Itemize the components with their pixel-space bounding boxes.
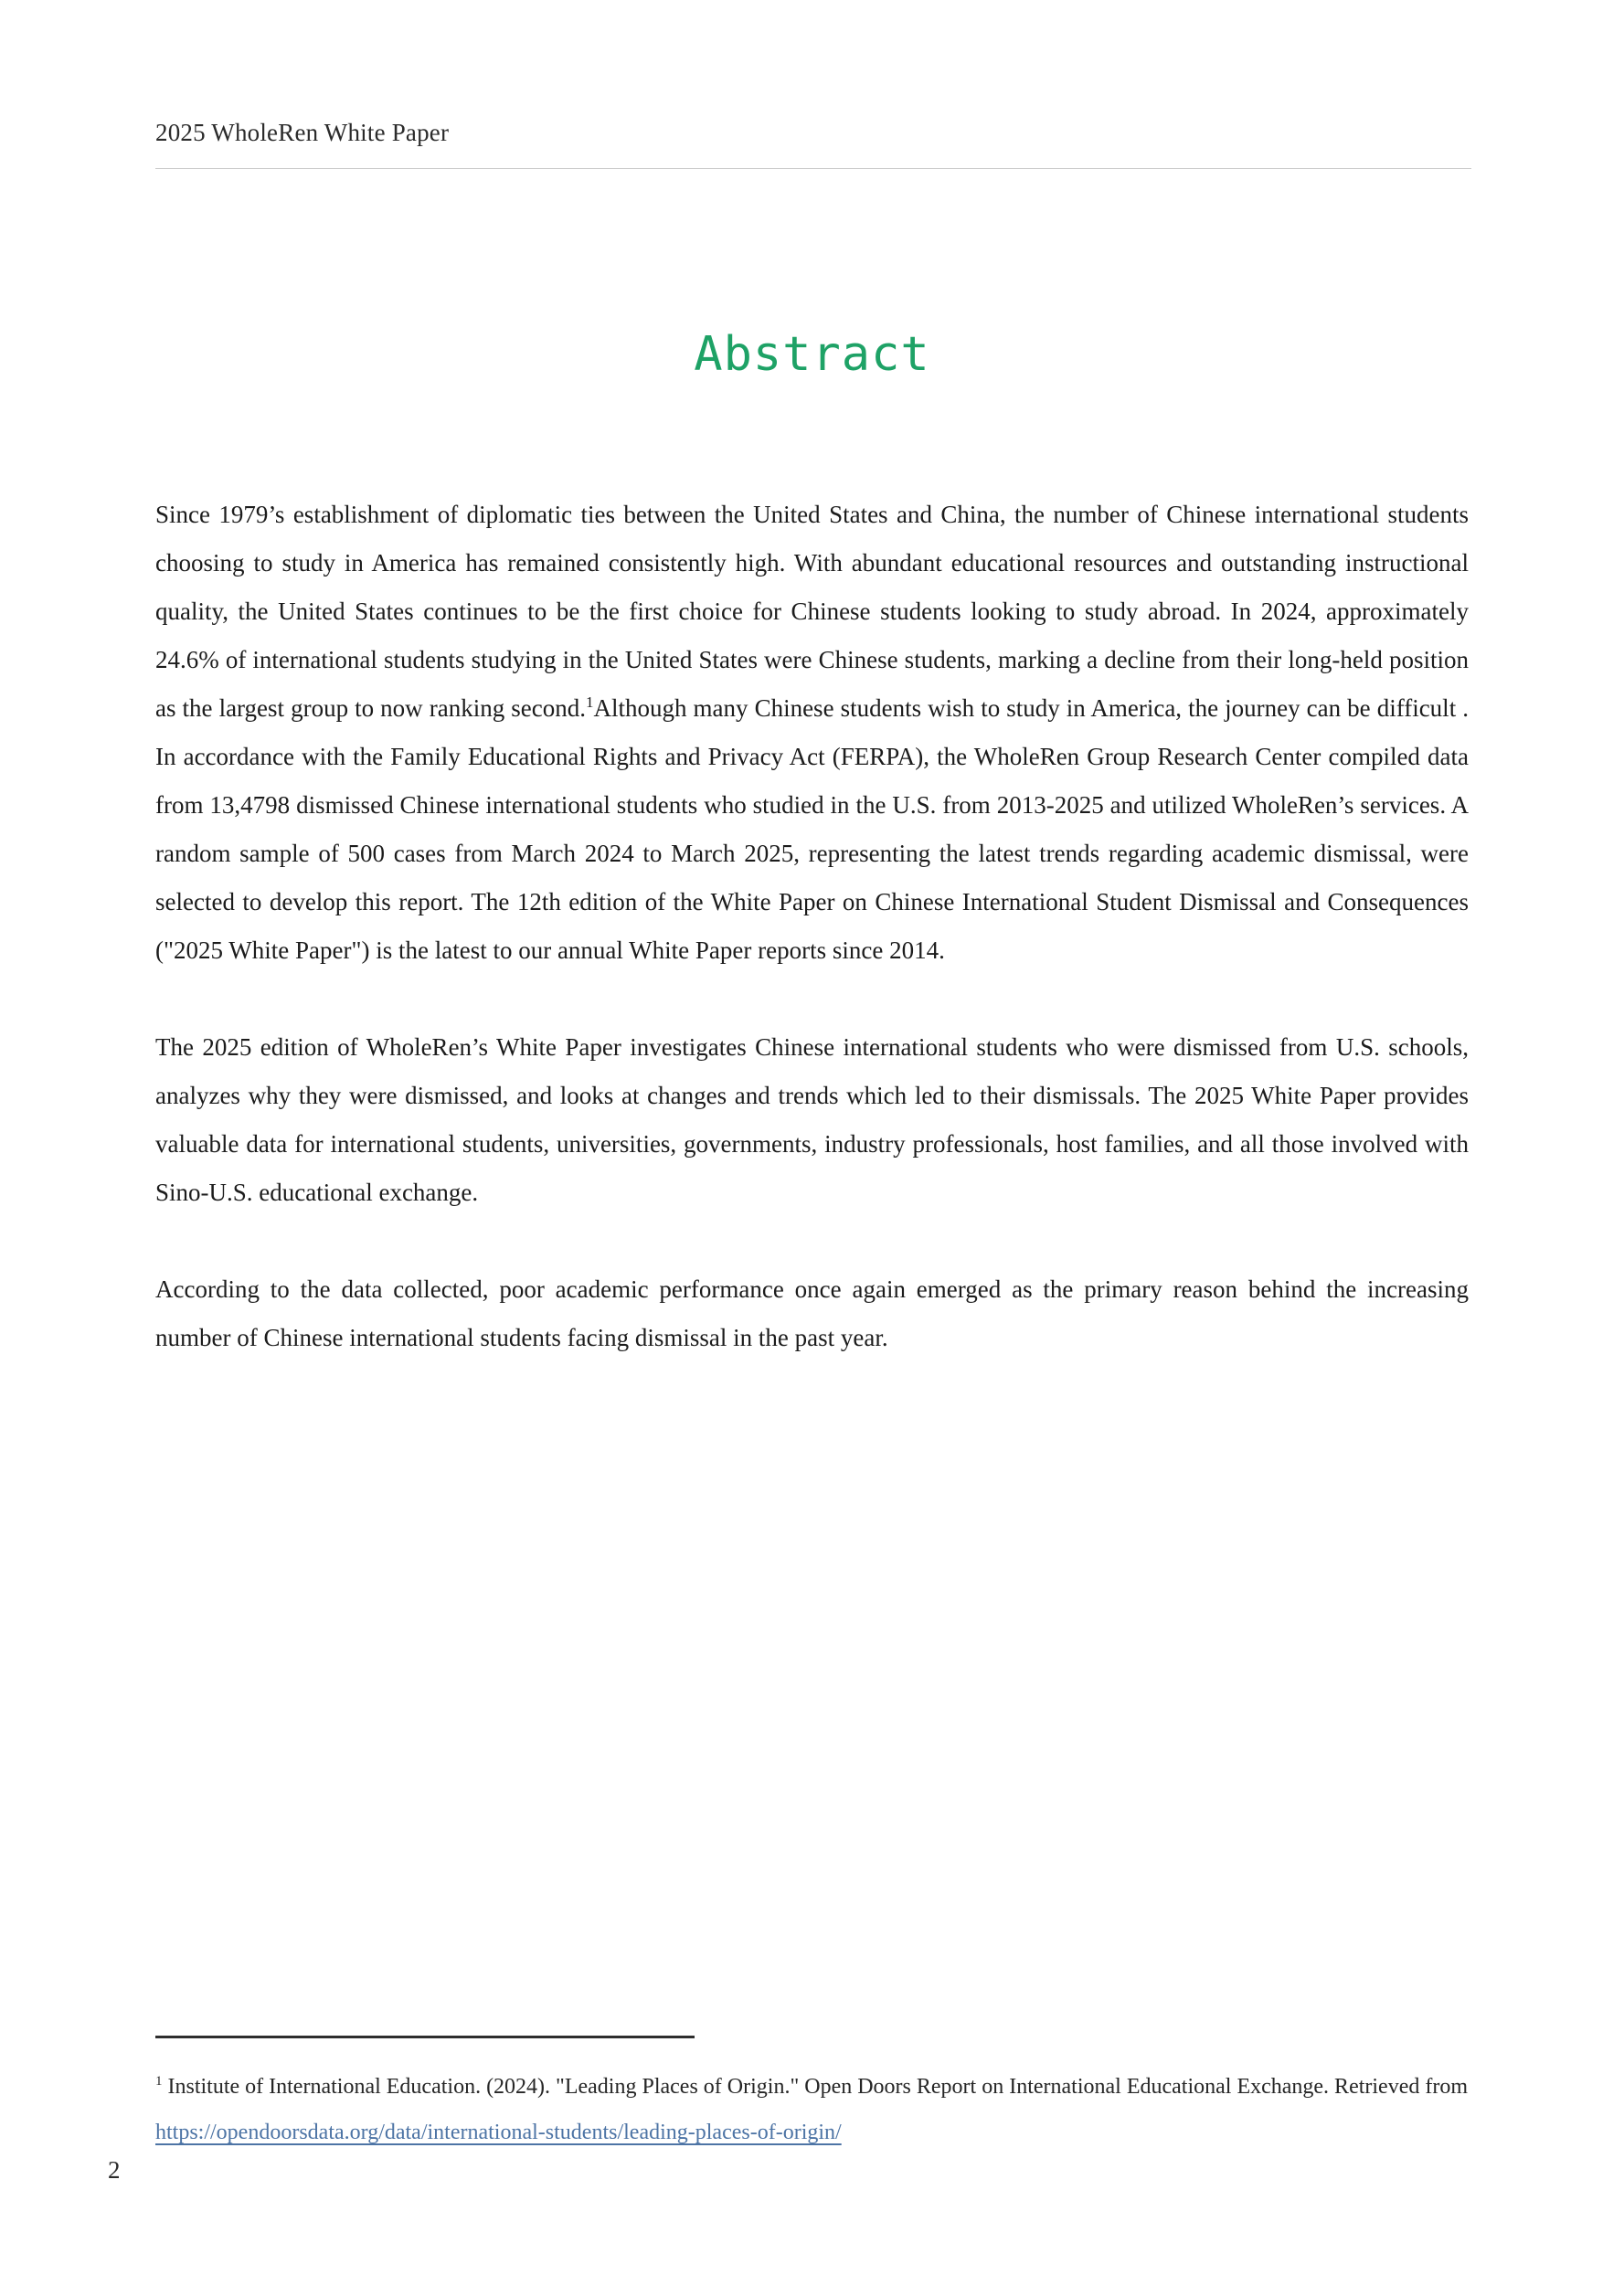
footnote-area	[155, 2036, 1469, 2155]
running-header: 2025 WholeRen White Paper	[155, 119, 450, 146]
footnote	[155, 2064, 1469, 2155]
paragraph-2: The 2025 edition of WholeRen’s White Paper investigates Chinese international students who were dismissed from U.S. schools, analyzes why they were dismissed, and looks at changes and trends which led to their dismissals. The 2025 White Paper provides valuable data for international students, universities, governments, industry professionals, host families, and all those involved with Sino-U.S. educational exchange.	[155, 1033, 1469, 1206]
page-number: 2	[108, 2156, 121, 2184]
header-rule	[155, 168, 1471, 169]
footnote-citation: Institute of International Education. (2024). "Leading Places of Origin." Open Doors Report on International Educational Exchange. Retrieved from	[162, 2075, 1469, 2099]
paragraph-1	[155, 491, 1469, 975]
footnote-separator	[155, 2036, 695, 2038]
abstract-title: Abstract	[694, 327, 930, 382]
abstract-body	[155, 491, 1469, 1391]
footnote-reference: 1	[585, 693, 594, 711]
paragraph-1-continued: Although many Chinese students wish to study in America, the journey can be difficult . In accordance with the Family Educational Rights and Privacy Act (FERPA), the WholeRen Group Research Center compiled data from 13,4798 dismissed Chinese international students who studied in the U.S. from 2013-2025 and utilized WholeRen’s services. A random sample of 500 cases from March 2024 to March 2025, representing the latest trends regarding academic dismissal, were selected to develop this report. The 12th edition of the White Paper on Chinese International Student Dismissal and Consequences ("2025 White Paper") is the latest to our annual White Paper reports since 2014.	[155, 694, 1469, 964]
footnote-marker: 1	[155, 2074, 163, 2089]
paragraph-1-text: Since 1979’s establishment of diplomatic ties between the United States and China, the number of Chinese international students choosing to study in America has remained consistently high. With abundant educational resources and outstanding instructional quality, the United States continues to be the first choice for Chinese students looking to study abroad. In 2024, approximately 24.6% of international students studying in the United States were Chinese students, marking a decline from their long-held position as the largest group to now ranking second.	[155, 501, 1469, 722]
footnote-link[interactable]: https://opendoorsdata.org/data/international-students/leading-places-of-origin/	[155, 2121, 842, 2144]
paragraph-3: According to the data collected, poor academic performance once again emerged as the primary reason behind the increasing number of Chinese international students facing dismissal in the past year.	[155, 1275, 1469, 1351]
